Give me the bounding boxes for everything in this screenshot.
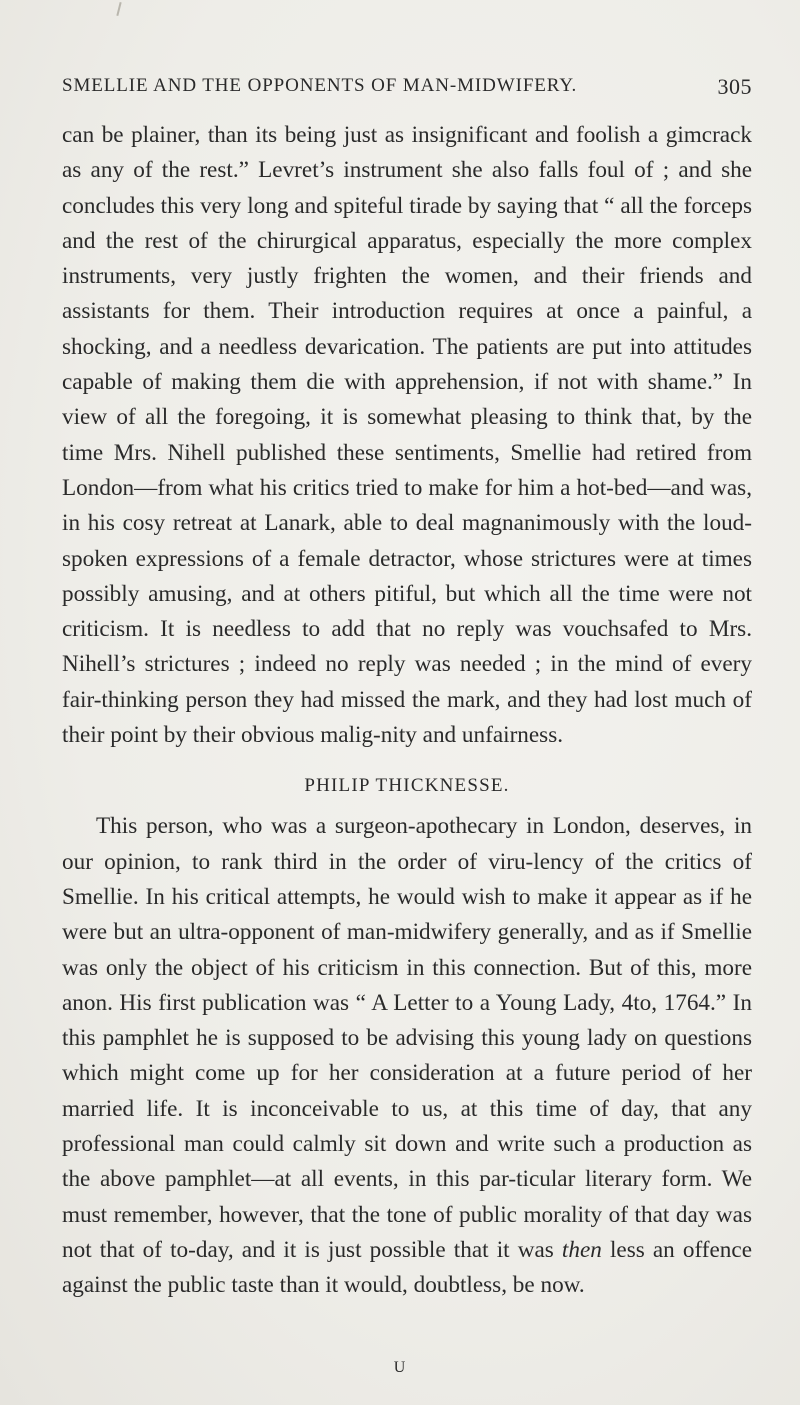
page-number: 305 [717,74,752,99]
paragraph-text-end: less an offence against the public taste than it would, doubtless, be now. [62,1236,752,1299]
running-title: SMELLIE AND THE OPPONENTS OF MAN-MIDWIFERY. [62,75,578,96]
section-heading: PHILIP THICKNESSE. [304,775,510,797]
paragraph-text: This person, who was a surgeon-apothecary in London, deserves, in our opinion, to rank third in the order of viru-lency of the critics of Smellie. In his critical attempts, he would wish to make it appear as if he were but an ultra-opponent of man-midwifery generally, and as if Smellie was only the object of his criticism in this connection. But of this, more anon. His first publication was “ A Letter to a Young Lady, 4to, 1764.” In this pamphlet he is supposed to be advising this young lady on questions which might come up for her consideration at a future period of her married life. It is inconceivable to us, at this time of day, that any professional man could calmly sit down and write such a production as the above pamphlet—at all events, in this par-ticular literary form. We must remember, however, that the tone of public morality of that day was not that of to-day, and it is just possible that it was [62,813,752,1263]
italic-word: then [561,1236,602,1263]
paragraph-thicknesse [62,809,752,1303]
body-text [62,118,752,1304]
paragraph-continued: can be plainer, than its being just as insignificant and foolish a gimcrack as any of the rest.” Levret’s instrument she also falls foul of ; and she concludes this very long and spiteful tirade by saying that “ all the forceps and the rest of the chirurgical apparatus, especially the more complex instruments, very justly frighten the women, and their friends and assistants for them. Their introduction requires at once a painful, a shocking, and a needless devarication. The patients are put into attitudes capable of making them die with apprehension, if not with shame.” In view of all the foregoing, it is somewhat pleasing to think that, by the time Mrs. Nihell published these sentiments, Smellie had retired from London—from what his critics tried to make for him a hot-bed—and was, in his cosy retreat at Lanark, able to deal magnanimously with the loud-spoken expressions of a female detractor, whose strictures were at times possibly amusing, and at others pitiful, but which all the time were not criticism. It is needless to add that no reply was vouchsafed to Mrs. Nihell’s strictures ; indeed no reply was needed ; in the mind of every fair-thinking person they had missed the mark, and they had lost much of their point by their obvious malig-nity and unfairness. [62,122,752,749]
signature-mark: U [393,1359,407,1376]
page-speck [116,2,121,16]
running-header [62,74,752,97]
